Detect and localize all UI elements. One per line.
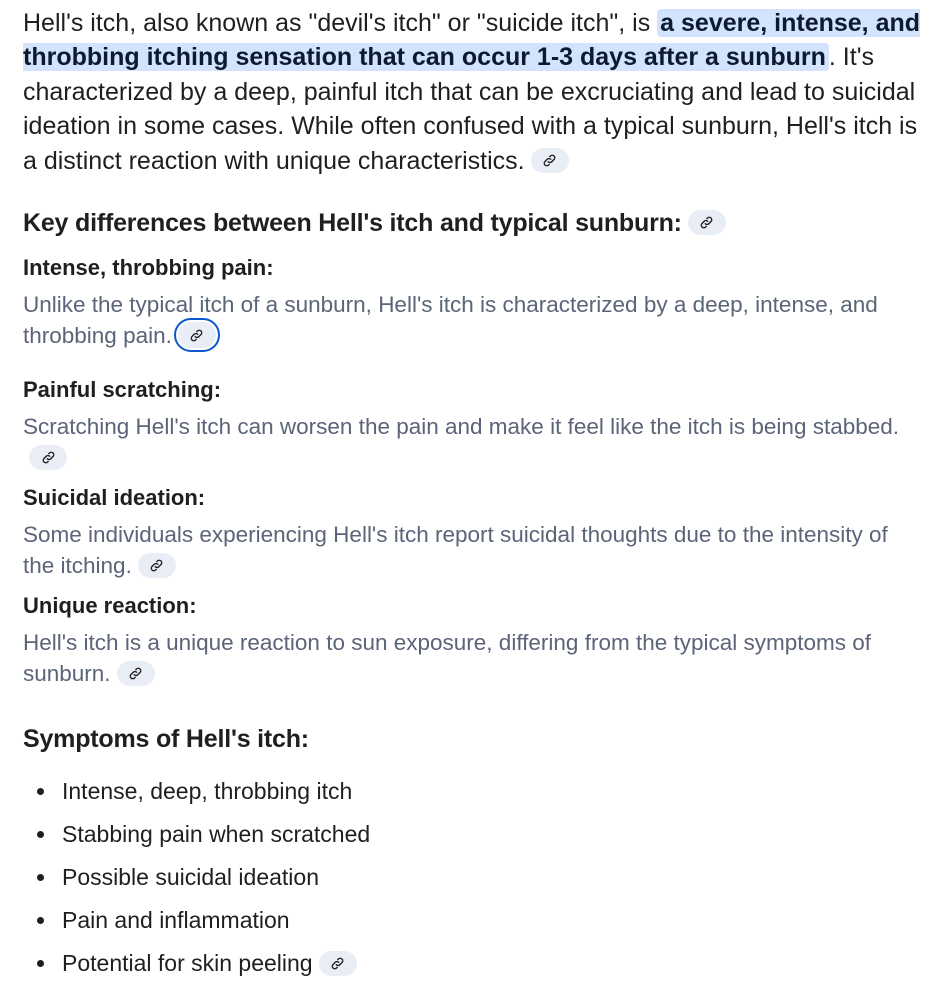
list-item: Intense, deep, throbbing itch — [23, 776, 923, 806]
citation-chip-focused[interactable] — [174, 318, 220, 352]
symptoms-heading: Symptoms of Hell's itch: — [23, 725, 309, 754]
difference-title: Unique reaction: — [23, 593, 197, 619]
list-item: Pain and inflammation — [23, 905, 923, 935]
difference-title: Intense, throbbing pain: — [23, 255, 274, 281]
link-icon — [330, 956, 345, 971]
differences-heading-text: Key differences between Hell's itch and typical sunburn: — [23, 209, 682, 238]
link-icon — [542, 153, 557, 168]
citation-chip[interactable] — [531, 148, 569, 173]
intro-paragraph — [23, 6, 923, 178]
difference-description — [23, 411, 923, 473]
symptoms-list — [23, 776, 923, 978]
list-item — [23, 948, 923, 978]
difference-description — [23, 289, 923, 354]
difference-title: Painful scratching: — [23, 377, 222, 403]
link-icon — [149, 558, 164, 573]
link-icon — [41, 450, 56, 465]
difference-description — [23, 519, 923, 581]
link-icon — [699, 215, 714, 230]
link-icon — [189, 328, 204, 343]
citation-chip[interactable] — [117, 661, 155, 686]
list-item-text: Potential for skin peeling — [62, 950, 313, 977]
citation-chip[interactable] — [29, 445, 67, 470]
intro-rest: . It's characterized by a deep, painful itch that can be excruciating and lead to suicidal ideation in some cases. While often confused with a typical sunburn, Hell's itch is a distinct reaction with unique characteristics. — [23, 43, 918, 175]
link-icon — [128, 666, 143, 681]
difference-text: Some individuals experiencing Hell's itch report suicidal thoughts due to the intensity of the itching. — [23, 522, 888, 579]
citation-chip[interactable] — [688, 210, 726, 235]
difference-text: Unlike the typical itch of a sunburn, Hell's itch is characterized by a deep, intense, and throbbing pain. — [23, 292, 878, 349]
ai-overview-content — [23, 6, 923, 991]
differences-heading — [23, 209, 923, 238]
citation-chip[interactable] — [319, 951, 357, 976]
difference-text: Scratching Hell's itch can worsen the pain and make it feel like the itch is being stabbed. — [23, 414, 900, 440]
difference-description — [23, 627, 923, 689]
intro-highlight: a severe, intense, and throbbing itching sensation that can occur 1-3 days after a sunburn — [23, 9, 921, 72]
list-item: Stabbing pain when scratched — [23, 819, 923, 849]
citation-chip[interactable] — [138, 553, 176, 578]
difference-title: Suicidal ideation: — [23, 485, 206, 511]
intro-lead: Hell's itch, also known as "devil's itch" or "suicide itch", is — [23, 9, 658, 37]
difference-text: Hell's itch is a unique reaction to sun exposure, differing from the typical symptoms of sunburn. — [23, 630, 872, 687]
list-item: Possible suicidal ideation — [23, 862, 923, 892]
